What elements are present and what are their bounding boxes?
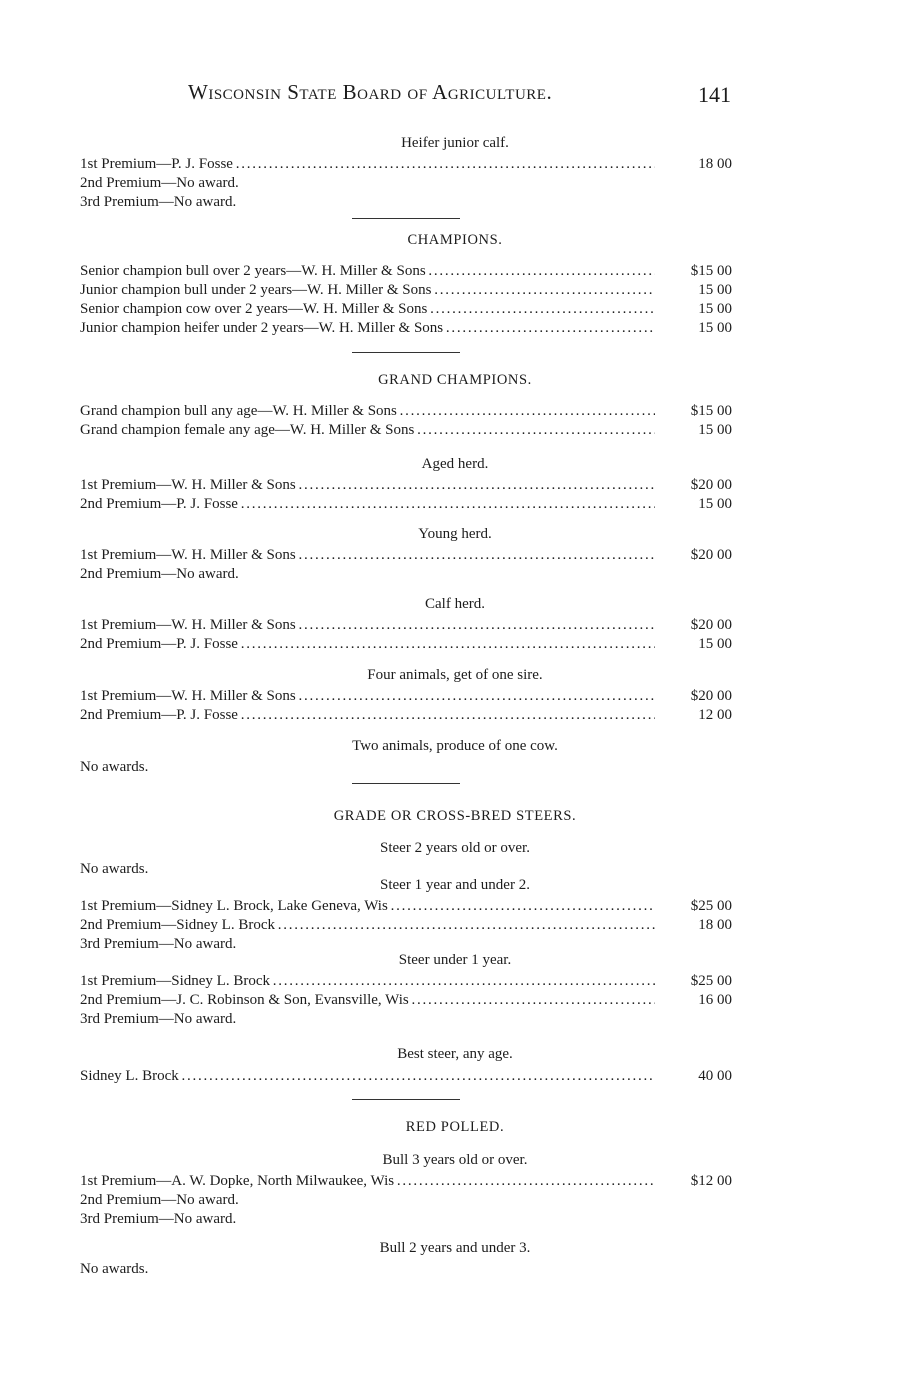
- champions-section: [0, 231, 900, 250]
- class-caption: Best steer, any age.: [397, 1046, 513, 1062]
- award-text: 1st Premium—W. H. Miller & Sons . . .: [80, 546, 655, 565]
- award-amount: 15 00: [698, 320, 732, 336]
- award-row: [0, 1067, 900, 1086]
- award-text: 2nd Premium—P. J. Fosse . . .: [80, 706, 655, 725]
- award-row: [0, 565, 900, 584]
- award-row: [0, 476, 900, 495]
- award-amount: 18 00: [698, 917, 732, 933]
- award-row: [0, 262, 900, 281]
- section-divider: [352, 783, 460, 784]
- steer-1-year-section: [0, 876, 900, 954]
- class-caption: Calf herd.: [425, 596, 485, 612]
- award-text: 2nd Premium—No award.: [80, 1192, 239, 1208]
- award-amount: $15 00: [690, 263, 732, 279]
- award-amount: 15 00: [698, 282, 732, 298]
- award-row: [0, 916, 900, 935]
- no-awards-note: No awards.: [80, 1261, 149, 1277]
- award-amount: 15 00: [698, 301, 732, 317]
- champions-list: [0, 262, 900, 338]
- award-row: [0, 616, 900, 635]
- award-amount: $12 00: [690, 1173, 732, 1189]
- no-awards-note: No awards.: [80, 759, 149, 775]
- award-text: 2nd Premium—No award.: [80, 175, 239, 191]
- class-caption: Steer under 1 year.: [398, 952, 512, 968]
- no-awards-note: No awards.: [80, 861, 149, 877]
- award-text: 2nd Premium—J. C. Robinson & Son, Evansville, Wis . . .: [80, 991, 655, 1010]
- section-divider: [352, 218, 460, 219]
- section-divider: [352, 352, 460, 353]
- award-text: 2nd Premium—Sidney L. Brock . . .: [80, 916, 655, 935]
- four-animals-section: [0, 666, 900, 725]
- award-row: [0, 281, 900, 300]
- award-row: [0, 319, 900, 338]
- award-amount: 15 00: [698, 496, 732, 512]
- bull-3-years-section: [0, 1151, 900, 1229]
- steer-2-years-section: [0, 839, 900, 879]
- best-steer-section: [0, 1045, 900, 1066]
- award-text: 1st Premium—P. J. Fosse . . .: [80, 155, 655, 174]
- award-row: [0, 495, 900, 514]
- award-amount: 16 00: [698, 992, 732, 1008]
- award-row: [0, 972, 900, 991]
- class-caption: Bull 2 years and under 3.: [379, 1240, 531, 1256]
- class-caption: Young herd.: [418, 526, 492, 542]
- award-text: 1st Premium—A. W. Dopke, North Milwaukee, Wis . . .: [80, 1172, 655, 1191]
- award-text: 1st Premium—Sidney L. Brock, Lake Geneva, Wis . . .: [80, 897, 655, 916]
- award-amount: $15 00: [690, 403, 732, 419]
- award-text: 1st Premium—W. H. Miller & Sons . . .: [80, 476, 655, 495]
- class-caption: Aged herd.: [421, 456, 489, 472]
- award-text: 3rd Premium—No award.: [80, 1011, 237, 1027]
- award-row: [0, 193, 900, 212]
- aged-herd-section: [0, 455, 900, 514]
- award-row: [0, 897, 900, 916]
- award-row: [0, 635, 900, 654]
- award-text: 1st Premium—Sidney L. Brock . . .: [80, 972, 655, 991]
- class-caption: Two animals, produce of one cow.: [352, 738, 558, 754]
- red-polled-section: [0, 1118, 900, 1137]
- award-row: [0, 300, 900, 319]
- award-row: [0, 991, 900, 1010]
- class-caption: Steer 1 year and under 2.: [380, 877, 530, 893]
- award-row: [0, 1172, 900, 1191]
- running-header-title: Wisconsin State Board of Agriculture.: [188, 80, 553, 104]
- award-text: Grand champion bull any age—W. H. Miller & Sons . . .: [80, 402, 655, 421]
- award-text: Junior champion bull under 2 years—W. H. Miller & Sons . . .: [80, 281, 655, 300]
- award-row: [0, 402, 900, 421]
- award-row: [0, 687, 900, 706]
- steer-under-1-year-section: [0, 951, 900, 1029]
- award-text: 3rd Premium—No award.: [80, 936, 237, 952]
- award-row: [0, 758, 900, 777]
- award-amount: $25 00: [690, 898, 732, 914]
- award-row: [0, 174, 900, 193]
- award-amount: $20 00: [690, 547, 732, 563]
- award-text: 2nd Premium—No award.: [80, 566, 239, 582]
- section-heading: GRADE OR CROSS-BRED STEERS.: [333, 808, 577, 824]
- award-text: 2nd Premium—P. J. Fosse . . .: [80, 495, 655, 514]
- class-caption: Steer 2 years old or over.: [380, 840, 530, 856]
- calf-herd-section: [0, 595, 900, 654]
- award-text: 2nd Premium—P. J. Fosse . . .: [80, 635, 655, 654]
- young-herd-section: [0, 525, 900, 584]
- class-caption: Bull 3 years old or over.: [382, 1152, 528, 1168]
- award-text: Junior champion heifer under 2 years—W. H. Miller & Sons . . .: [80, 319, 655, 338]
- class-caption: Four animals, get of one sire.: [367, 667, 543, 683]
- award-row: [0, 421, 900, 440]
- award-amount: $25 00: [690, 973, 732, 989]
- award-row: [0, 1010, 900, 1029]
- award-text: 3rd Premium—No award.: [80, 194, 237, 210]
- award-amount: $20 00: [690, 477, 732, 493]
- award-text: 3rd Premium—No award.: [80, 1211, 237, 1227]
- award-text: Senior champion bull over 2 years—W. H. Miller & Sons . . .: [80, 262, 655, 281]
- section-heading: CHAMPIONS.: [407, 232, 503, 248]
- award-text: 1st Premium—W. H. Miller & Sons . . .: [80, 616, 655, 635]
- section-heading: RED POLLED.: [405, 1119, 505, 1135]
- award-row: [0, 546, 900, 565]
- award-row: [0, 1260, 900, 1279]
- section-divider: [352, 1099, 460, 1100]
- award-amount: $20 00: [690, 688, 732, 704]
- award-amount: 15 00: [698, 422, 732, 438]
- award-row: [0, 155, 900, 174]
- award-row: [0, 1191, 900, 1210]
- award-amount: 15 00: [698, 636, 732, 652]
- grand-champions-section: [0, 371, 900, 390]
- award-amount: 40 00: [698, 1068, 732, 1084]
- grade-steers-section: [0, 807, 900, 826]
- award-text: 1st Premium—W. H. Miller & Sons . . .: [80, 687, 655, 706]
- page-number: 141: [698, 82, 731, 107]
- award-row: [0, 706, 900, 725]
- two-animals-section: [0, 737, 900, 777]
- grand-champions-list: [0, 402, 900, 440]
- section-heading: GRAND CHAMPIONS.: [378, 372, 532, 388]
- class-caption: Heifer junior calf.: [401, 135, 509, 151]
- best-steer-list: [0, 1067, 900, 1086]
- bull-2-years-section: [0, 1239, 900, 1279]
- award-row: [0, 1210, 900, 1229]
- award-text: Sidney L. Brock . . .: [80, 1067, 655, 1086]
- award-text: Senior champion cow over 2 years—W. H. Miller & Sons . . .: [80, 300, 655, 319]
- award-amount: 18 00: [698, 156, 732, 172]
- award-amount: $20 00: [690, 617, 732, 633]
- award-text: Grand champion female any age—W. H. Miller & Sons . . .: [80, 421, 655, 440]
- heifer-junior-calf-section: [0, 134, 900, 212]
- award-amount: 12 00: [698, 707, 732, 723]
